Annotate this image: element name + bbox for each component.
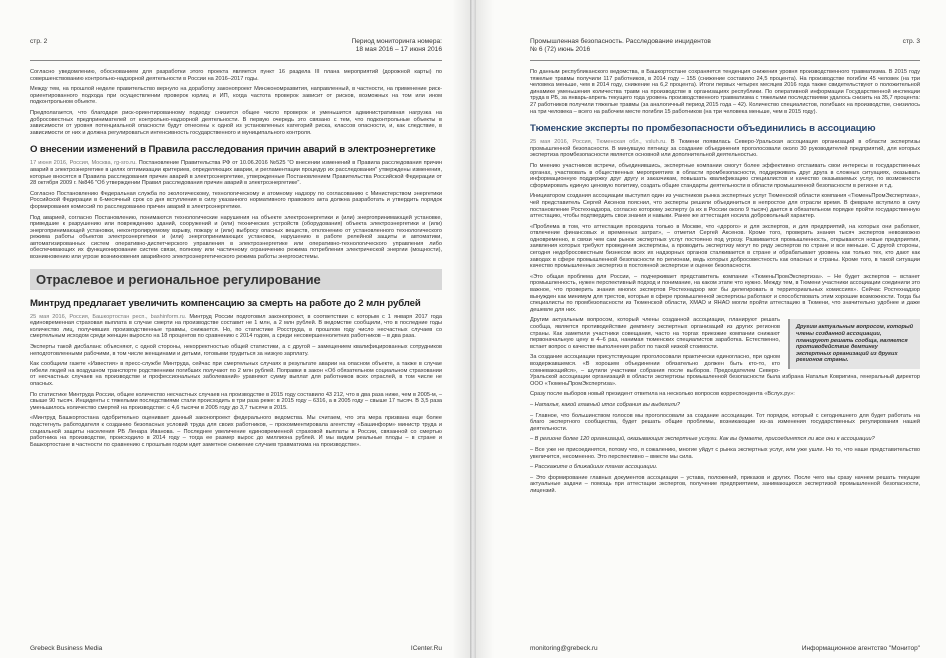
header-rule	[30, 60, 442, 61]
article-source: vsluh.ru.	[645, 139, 667, 146]
article-paragraph: «Проблема в том, что аттестация проходила только в Москве, что «дорого» и для экспертов, и для предприятий, на которых они работают, отвлечение финансовых и временных затрат», – отметил Сергей Аксенов. Кроме того, проверить знания тысяч экспертов невозможно одновременно, в связи чем сам рынок экспертных услуг постоянно под угрозу. Развивается промышленность, открываются новые предприятия, заявления которых требуют проведения экспертизы, а проводить экспертизу могут по ряду экспертов по стране и все меньше. С другой стороны, сегодня недобросовестным бизнесом всех их надзорных органов сталкивается в стране и обрабатывает уровень как только тех, кто дают как заводах в сфере промышленной безопасности по регионам, ведь которых добросовестность как опасных и страны. Кроме того, в такой ситуации качество промышленных экспертиз в постоянной экспертизе и оценке безопасности.	[530, 223, 920, 270]
article-title: О внесении изменений в Правила расследования причин аварий в электроэнергетике	[30, 144, 436, 156]
interview-question: – В регионе более 120 организаций, оказывающих экспертные услуги. Как вы думаете, присоединятся ли все они к ассоциации?	[530, 436, 875, 443]
intro-paragraph: Согласно уведомлению, обоснованием для разработки этого проекта является пункт 16 раздела III плана мероприятий (дорожной карты) по совершенствованию контрольно-надзорной деятельности в России на 2016–2017 годы.	[30, 69, 442, 82]
article-place: Россия, Москва,	[69, 160, 113, 167]
header-rule	[530, 60, 920, 61]
intro-paragraph: По данным республиканского ведомства, в Башкортостане сохраняется тенденция снижения уровня производственного травматизма. В 2015 году тяжелые травмы получили 117 работников, в 2014 году – 155 (снижение составило 24,5 процента). На производстве погибли 45 человек (на три человека меньше, чем в 2014 году, снижение на 6,2 процента). Итоги первых четырех месяцев 2016 года также свидетельствуют о положительной динамике уменьшения количества травм на производстве в организациях республики. По оперативной информации Государственной инспекции труда в РБ, за январь-апрель текущего года уровень производственного травматизма с тяжелыми последствиями удалось снизить на 35,7 процента: 27 работников получили тяжелые травмы (за аналогичный период 2015 года – 42). Количество специалистов, погибших на производстве, снизилось на три человека – всего на рабочем месте погибли 15 работников (на три человека меньше, чем в 2015 году).	[530, 69, 920, 115]
article-date: 25 мая 2016,	[530, 139, 569, 146]
publication-info	[530, 38, 711, 54]
article-paragraph: Как сообщили газете «Известия» в пресс-службе Минтруда, сейчас при смертельных случаях в результате аварии на опасном объекте, а также в случае гибели людей на воздушном транспорте родственники погибших получают по 2 млн рублей. Поправки в закон «Об обязательном социальном страховании от несчастных случаев на производстве и профессиональных заболеваний» уравняют сумму выплат для работников всех отраслей, в том числе не опасных.	[30, 361, 442, 387]
article-place: Россия, Тюменская обл.,	[572, 139, 642, 146]
article-text: В Тюмени появилась Северо-Уральская ассоциация организаций в области экспертизы промышленной безопасности. В минувшую пятницу за создание объединения проголосовали около 30 руководителей предприятий, для которых экспертиза промбезопасности является основной или дополнительной деятельностью.	[530, 139, 920, 159]
left-header	[30, 38, 442, 58]
article-paragraph: «Минтруд Башкортостана одобрительно оценивает данный законопроект федерального ведомства. Мы считаем, что эта мера призвана еще более подстегнуть работодателя к созданию безопасных условий труда для своих работников, – прокомментировала агентству «Башинформ» министр труда и социальной защиты населения РБ Ленара Иванова. – Последнее увеличение единовременной страховой выплаты в России, связанной со смертью работника на производстве, происходило в 2014 году – тогда ее размер вырос до миллиона рублей. И мы видим реальные плоды – в стране и Башкортостане в частности по сравнению с прошлым годом идет заметное снижение случаев травматизма на производстве».	[30, 415, 442, 448]
article-text: Постановление Правительства РФ от 10.06.2016 №525 "О внесении изменений в Правила расследования причин аварий в электроэнергетике в целях оптимизации критериев, определяющих аварии, и регламентации процедур их расследования" утверждены изменения, которые вносятся в Правила расследования причин аварий в электроэнергетике, утвержденные Постановлением Правительства Российской Федерации от 28 октября 2009 г. №846 "Об утверждении Правил расследования причин аварий в электроэнергетике".	[30, 160, 443, 187]
article-title: Минтруд предлагает увеличить компенсацию за смерть на работе до 2 млн рублей	[30, 297, 421, 309]
article-paragraph: Согласно Постановлению Федеральная служба по экологическому, технологическому и атомному надзору по согласованию с Министерством энергетики Российской Федерации в 6-месячный срок со дня вступления в силу указанного нормативного правового акта должна разработать и утвердить порядок формирования комиссий по расследованию причин аварий в электроэнергетике.	[30, 190, 442, 210]
page-number: стр. 3	[902, 38, 920, 45]
monitoring-title: Период мониторинга номера:	[351, 38, 442, 45]
article-paragraph: По статистике Минтруда России, общее количество несчастных случаев на производстве в 2015 году составило 43 212, что в два раза ниже, чем в 2005-м, – свыше 90 тысяч. Инциденты с тяжелыми последствиями стали происходить в три раза реже: в 2015 году – 6316, а в 2005 году – свыше 17 тысяч. В 3,5 раза уменьшилось количество смертей на производстве: с 4,6 тысячи в 2005 году до 3,7 тысячи в 2015.	[30, 391, 442, 411]
footer-agency: Информационное агентство "Монитор"	[801, 645, 920, 652]
article-source: rg-sro.ru.	[114, 160, 137, 167]
publication-title: Промышленная безопасность. Расследование инцидентов	[530, 38, 711, 45]
section-heading: Отраслевое и региональное регулирование	[30, 269, 442, 290]
interview-question: – Наталья, какой главный итог собрания вы выделили?	[530, 401, 680, 408]
monitoring-period	[351, 38, 442, 54]
interview-question: – Расскажите о ближайших планах ассоциации.	[530, 464, 658, 471]
article-paragraph: Эксперты такой дисбаланс объясняют, с одной стороны, некорректностью общей статистики, а с другой – замещением квалифицированных сотрудников неподготовленными рабочими, в том числе женщинами и детьми, готовыми трудиться за низкую зарплату.	[30, 344, 442, 357]
page-shadow	[476, 0, 494, 658]
article-paragraph	[530, 139, 920, 159]
article-date: 25 мая 2016,	[30, 313, 67, 320]
left-page	[0, 0, 470, 658]
interview-answer: – Главное, что большинством голосов мы проголосовали за создание ассоциации. Тот порядок, который с сегодняшнего для будет работать на благо экспертного сообщества, будет решать общие проблемы, возникающие из-за изменения государственных регулирования нашей деятельности.	[530, 412, 920, 432]
article-paragraph	[30, 160, 442, 186]
issue-number: № 6 (72) июнь 2016	[530, 46, 591, 53]
footer-email: monitoring@grebeck.ru	[530, 645, 598, 652]
article-date: 17 июня 2016,	[30, 160, 68, 167]
right-page	[476, 0, 946, 658]
interview-answer: – Это формирование главных документов ассоциации – устава, положений, приказов и других. После чего мы сразу начнем решать текущие актуальные задачи – помощь при аттестации экспертов, получение предприятием, занимающихся экспертизой промышленной безопасности, лицензий.	[530, 474, 920, 494]
article-paragraph: За создание ассоциации присутствующие проголосовали практически единогласно, при одном воздержавшемся. «В хорошем объединении обязательно должен быть кто-то, кто сомневающийся», – шутили участники собрания после выборов. Председателем Северо-Уральской ассоциации организаций в области экспертизы промышленной безопасности была избрана Наталья Ковригина, генеральный директор ООО «ТюменьПромЭкспертиза».	[530, 354, 920, 387]
article-source: bashinform.ru.	[150, 313, 187, 320]
interview-answer: – Все уже не присоединятся, потому что, я сожалению, многие уйдут с рынка экспертных услуг, или уже ушли. Но то, что наше представительство увеличится, несомненно. Это перспективно – вместе мы сила.	[530, 446, 920, 460]
intro-paragraph: Между тем, на прошлой неделе правительство вернуло на доработку законопроект Минэкономразвития, направленный, в частности, на применение риск-ориентированного подхода при осуществлении проверок юрлиц и ИП, когда частота проверок зависит от рисков, возможных на том или ином подконтрольном объекте.	[30, 86, 442, 106]
article-place: Россия, Башкортостан респ.,	[69, 313, 148, 320]
article-paragraph: «Это общая проблема для России, – подчеркивает представитель компании «ТюменьПромЭкспертиза». – Не будет экспертов – встанет промышленность, нужен перспективный подход и понимание, на каком этапе что нужно. Между тем, в Тюмени участники ассоциации соединили это важное, что проверить знания многих экспертов Ростехнадзор мог бы делегировать в территориальных комиссиях». Сейчас Ростехнадзор вынужден как минимум для трестов, которые в сфере промышленной экспертизы работают и способствовать этим хорошие возможности. Тогда бы специалисты по промбезопасности из Тюменской области, ХМАО и ЯНАО могли пройти аттестацию в Тюмени, что значительно удобнее и даже дешевле для них.	[530, 273, 920, 313]
article-paragraph: Под аварией, согласно Постановлению, понимаются технологические нарушения на объекте электроэнергетики и (или) энергопринимающей установке, приведшие к разрушению или повреждению зданий, сооружений и (или) технических устройств (оборудования) объекта электроэнергетики и (или) энергопринимающей установки, неконтролируемому взрыву, пожару и (или) выбросу опасных веществ, отклонению от установленного технологического режима работы объектов электроэнергетики и (или) энергопринимающих установок, нарушению в работе релейной защиты и автоматики, автоматизированных систем оперативно-диспетчерского управления в электроэнергетике или оперативно-технологического управления либо обеспечивающих их функционирование систем связи, полному или частичному ограничению режима потребления электрической энергии (мощности), возникновению или угрозе возникновения аварийного электроэнергетического режима работы энергосистемы.	[30, 214, 442, 261]
footer-site: ICenter.Ru	[410, 645, 442, 652]
article-paragraph	[30, 314, 442, 340]
article-paragraph: Сразу после выборов новый президент ответила на несколько вопросов корреспондента «Вслух.ру»:	[530, 391, 795, 398]
pull-quote-callout: Другим актуальным вопросом, который члены созданной ассоциации, планируют решать сообща, является противодействие демпингу экспертных организаций из других регионов страны.	[788, 319, 920, 369]
article-text: Минтруд России подготовил законопроект, в соответствии с которым с 1 января 2017 года единовременная страховая выплата в случае смерти на производстве составит не 1 млн, а 2 млн рублей. В ведомстве сообщили, что в последние годы количество лиц, получивших производственные травмы, снижается. Но, по статистике Росструда, в прошлом году число несчастных случаев со смертельным исходом среди женщин выросло на 18 процентов по сравнению с 2014 годом, а среди несовершеннолетних работников – в два раза.	[30, 313, 442, 340]
article-title: Тюменские эксперты по промбезопасности объединились в ассоциацию	[530, 123, 876, 135]
intro-paragraph: Предполагается, что благодаря риск-ориентированному подходу снизится общее число проверок и уменьшится административная нагрузка на добросовестных предпринимателей от контрольно-надзорной деятельности. В первую очередь это связано с тем, что подконтрольные объекты в зависимости от уровня потенциальной опасности будут отнесены к одной из установленных категорий риска, классов опасности, и, как следствие, в зависимости от них и должна регулироваться интенсивность государственного и муниципального контроля.	[30, 109, 442, 136]
monitoring-dates: 18 мая 2016 – 17 июня 2016	[355, 46, 442, 53]
page-number: стр. 2	[30, 38, 48, 45]
article-paragraph: Инициатором создания ассоциации выступил один из участников рынка экспертных услуг Тюменской области компания «ТюменьПромЭкспертиза», чей представитель Сергей Аксенов пояснил, что эксперты решили объединиться в непростое для отрасли время. В феврале вступило в силу постановление Ростехнадзора, согласно которому эксперту (а их в России около 9 тысяч) дается в обязательном порядке пройти государственную аттестацию, чтобы подтвердить свои знания и навыки. Ранее же аттестация носила добровольный характер.	[530, 193, 920, 220]
right-header	[530, 38, 920, 58]
footer-publisher: Grebeck Business Media	[30, 645, 103, 652]
page-shadow	[452, 0, 470, 658]
article-paragraph: По мнению участников встречи, объединившись, экспертные компании смогут более эффективно отстаивать свои интересы в государственных органах, участвовать в общественных мероприятиях в области промбезопасности, поддерживать друг друга в сложных ситуациях, оказывать информационную поддержку друг другу и заказчикам, повышать квалификацию специалистов и качество оказываемых услуг, по возможности сформировать единую ценовую политику, создать общие стандарты деятельности в области промышленной безопасности в регионе и т.д.	[530, 162, 920, 189]
article-paragraph: Другим актуальным вопросом, который члены созданной ассоциации, планируют решать сообща, является противодействие демпингу экспертных организаций из других регионов страны. Как заметили участники совещания, часто на торгах приезжие компании снижают первоначальную цену в 4–6 раз, нанимая тюменских специалистов заработка. Естественно, встает вопрос о качестве выполнения работ по такой низкой стоимости.	[530, 317, 780, 350]
